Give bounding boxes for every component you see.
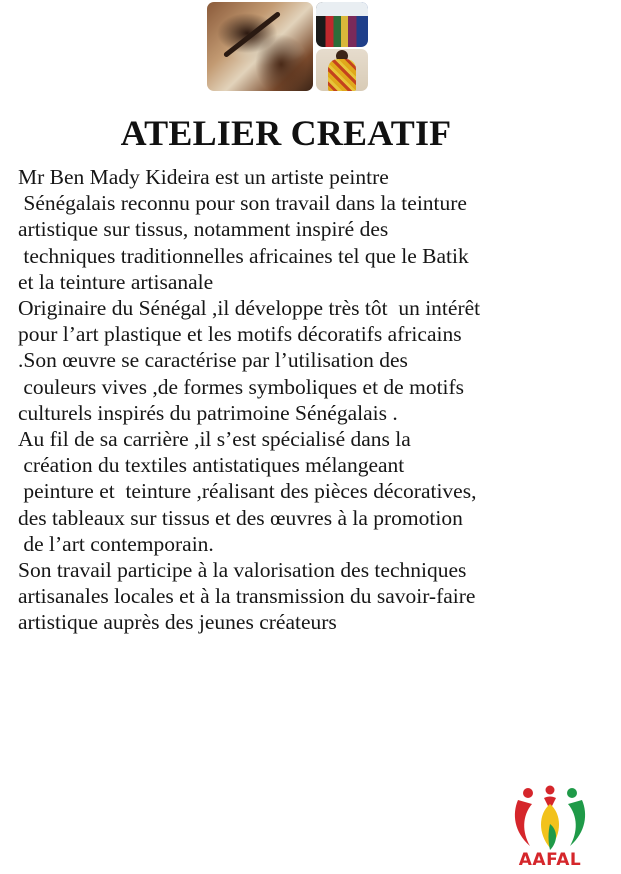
colored-fabrics-photo <box>316 2 368 47</box>
bio-line: artisanales locales et à la transmission du savoir-faire <box>18 584 476 609</box>
aafal-logo-figure-icon <box>508 784 592 852</box>
bio-line: techniques traditionnelles africaines tel que le Batik <box>18 243 469 268</box>
bio-line: création du textiles antistatiques mélangeant <box>18 453 405 478</box>
bio-line: .Son œuvre se caractérise par l’utilisation des <box>18 348 408 373</box>
page-title: ATELIER CREATIF <box>120 113 452 153</box>
bio-line: et la teinture artisanale <box>18 269 214 294</box>
bio-line: pour l’art plastique et les motifs décoratifs africains <box>18 322 462 347</box>
aafal-logo-text: AAFAL <box>518 850 582 870</box>
artist-biography <box>18 164 621 636</box>
bio-line: de l’art contemporain. <box>18 531 214 556</box>
bio-line: Son travail participe à la valorisation des techniques <box>18 558 467 583</box>
paintbrush-shape <box>223 11 281 58</box>
painting-hands-photo <box>207 2 313 91</box>
batik-cloth <box>328 59 356 91</box>
bio-line: artistique auprès des jeunes créateurs <box>18 610 337 635</box>
bio-line: Mr Ben Mady Kideira est un artiste peintre <box>18 165 389 189</box>
bio-line: Au fil de sa carrière ,il s’est spécialisé dans la <box>18 427 411 452</box>
bio-line: artistique sur tissus, notamment inspiré des <box>18 217 389 242</box>
aafal-logo <box>508 784 592 874</box>
bio-line: couleurs vives ,de formes symboliques et de motifs <box>18 374 465 399</box>
photo-sky <box>316 2 368 16</box>
batik-garment-photo <box>316 49 368 91</box>
bio-line: peinture et teinture ,réalisant des pièces décoratives, <box>18 479 477 504</box>
bio-line: Sénégalais reconnu pour son travail dans la teinture <box>18 191 467 216</box>
bio-line: Originaire du Sénégal ,il développe très tôt un intérêt <box>18 296 481 321</box>
bio-line: culturels inspirés du patrimoine Sénégalais . <box>18 400 398 425</box>
bio-line: des tableaux sur tissus et des œuvres à la promotion <box>18 505 463 530</box>
